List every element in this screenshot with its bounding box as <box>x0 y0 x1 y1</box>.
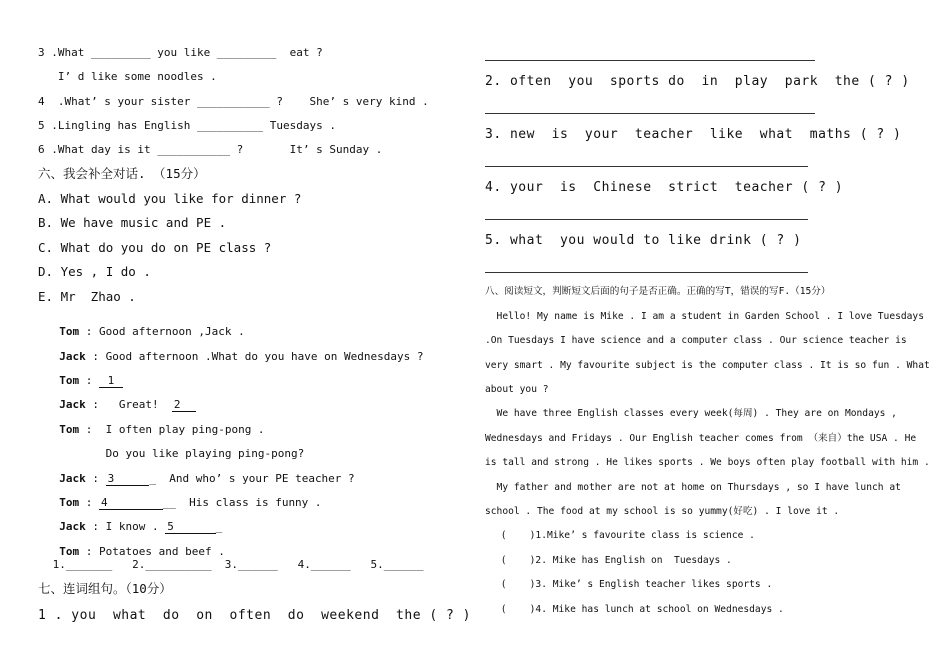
question-3-answer: I’ d like some noodles . <box>38 70 217 83</box>
answer-line <box>485 219 808 220</box>
dialogue-line <box>46 437 304 459</box>
section-7-heading: 七、连词组句。（10分） <box>38 581 172 596</box>
speaker: Tom <box>59 496 80 509</box>
answer-line <box>485 113 815 114</box>
tf-question-2: ( )2. Mike has English on Tuesdays . <box>495 555 732 566</box>
speaker: Tom <box>59 325 80 338</box>
passage-line: We have three English classes every week(每周) . They are on Mondays , <box>485 408 897 419</box>
dialogue-text: : I know . <box>85 520 166 533</box>
blank-2: 2 <box>173 398 194 411</box>
speaker: Tom <box>59 545 80 558</box>
dialogue-text: : <box>85 472 106 485</box>
dialogue-line <box>46 486 322 508</box>
dialogue-text: _ And who’ s your PE teacher ? <box>149 472 355 485</box>
passage-line: Hello! My name is Mike . I am a student in Garden School . I love Tuesdays <box>485 311 924 322</box>
option-a: A. What would you like for dinner ? <box>38 191 302 206</box>
dialogue-text: : I often play ping-pong . <box>79 423 265 436</box>
dialogue-text: : Good afternoon ,Jack . <box>79 325 245 338</box>
question-4: 4 .What’ s your sister ___________ ? She’ s very kind . <box>38 95 429 108</box>
section-6-heading: 六、我会补全对话. （15分） <box>38 166 206 181</box>
option-c: C. What do you do on PE class ? <box>38 240 272 255</box>
dialogue-line <box>46 462 355 484</box>
blank-4: 4 <box>101 496 161 509</box>
dialogue-line <box>46 364 123 386</box>
dialogue-line <box>46 315 245 337</box>
blank-5: 5 <box>167 520 214 533</box>
dialogue-text: : Potatoes and beef . <box>79 545 225 558</box>
speaker: Jack <box>59 398 86 411</box>
tf-question-3: ( )3. Mike’ s English teacher likes sports . <box>495 579 773 590</box>
tf-question-1: ( )1.Mike’ s favourite class is science . <box>495 530 755 541</box>
answer-line <box>485 166 808 167</box>
dialogue-text: : Good afternoon .What do you have on Wednesdays ? <box>85 350 424 363</box>
option-e: E. Mr Zhao . <box>38 289 136 304</box>
passage-line: very smart . My favourite subject is the computer class . It is so fun . What <box>485 360 930 371</box>
question-7-3: 3. new is your teacher like what maths ( ? ) <box>485 127 902 142</box>
question-7-2: 2. often you sports do in play park the ( ? ) <box>485 74 910 89</box>
question-7-5: 5. what you would to like drink ( ? ) <box>485 233 802 248</box>
passage-line: Wednesdays and Fridays . Our English teacher comes from （来自）the USA . He <box>485 433 917 444</box>
dialogue-line <box>46 413 265 435</box>
speaker: Tom <box>59 374 80 387</box>
dialogue-text: __ His class is funny . <box>162 496 322 509</box>
answer-line <box>485 272 808 273</box>
question-6: 6 .What day is it ___________ ? It’ s Sunday . <box>38 143 383 156</box>
speaker: Jack <box>59 350 86 363</box>
option-d: D. Yes , I do . <box>38 264 151 279</box>
passage-line: .On Tuesdays I have science and a computer class . Our science teacher is <box>485 335 907 346</box>
answer-blanks: 1._______ 2.__________ 3.______ 4.______ 5.______ <box>46 558 424 571</box>
question-5: 5 .Lingling has English __________ Tuesdays . <box>38 119 337 132</box>
answer-line <box>485 60 815 61</box>
passage-line: My father and mother are not at home on Thursdays , so I have lunch at <box>485 482 901 493</box>
dialogue-line <box>46 510 222 532</box>
question-7-4: 4. your is Chinese strict teacher ( ? ) <box>485 180 844 195</box>
speaker: Jack <box>59 472 86 485</box>
dialogue-text: Do you like playing ping-pong? <box>59 447 305 460</box>
passage-line: is tall and strong . He likes sports . We boys often play football with him . <box>485 457 930 468</box>
speaker: Jack <box>59 520 86 533</box>
blank-3: 3 <box>107 472 148 485</box>
question-3: 3 .What _________ you like _________ eat ? <box>38 46 323 59</box>
dialogue-line <box>46 388 196 410</box>
passage-line: about you ? <box>485 384 549 395</box>
dialogue-text: : <box>79 496 99 509</box>
section-8-heading: 八、阅读短文，判断短文后面的句子是否正确。正确的写T，错误的写F.（15分） <box>485 286 831 297</box>
dialogue-text: : <box>79 374 99 387</box>
blank-1: 1 <box>101 374 121 387</box>
speaker: Tom <box>59 423 80 436</box>
passage-line: school . The food at my school is so yummy(好吃) . I love it . <box>485 506 840 517</box>
tf-question-4: ( )4. Mike has lunch at school on Wednesdays . <box>495 604 784 615</box>
dialogue-line <box>46 535 225 557</box>
question-7-1: 1 . you what do on often do weekend the ( ? ) <box>38 608 471 623</box>
dialogue-line <box>46 340 424 362</box>
option-b: B. We have music and PE . <box>38 215 227 230</box>
dialogue-text: : Great! <box>85 398 172 411</box>
dialogue-text: _ <box>215 520 223 533</box>
